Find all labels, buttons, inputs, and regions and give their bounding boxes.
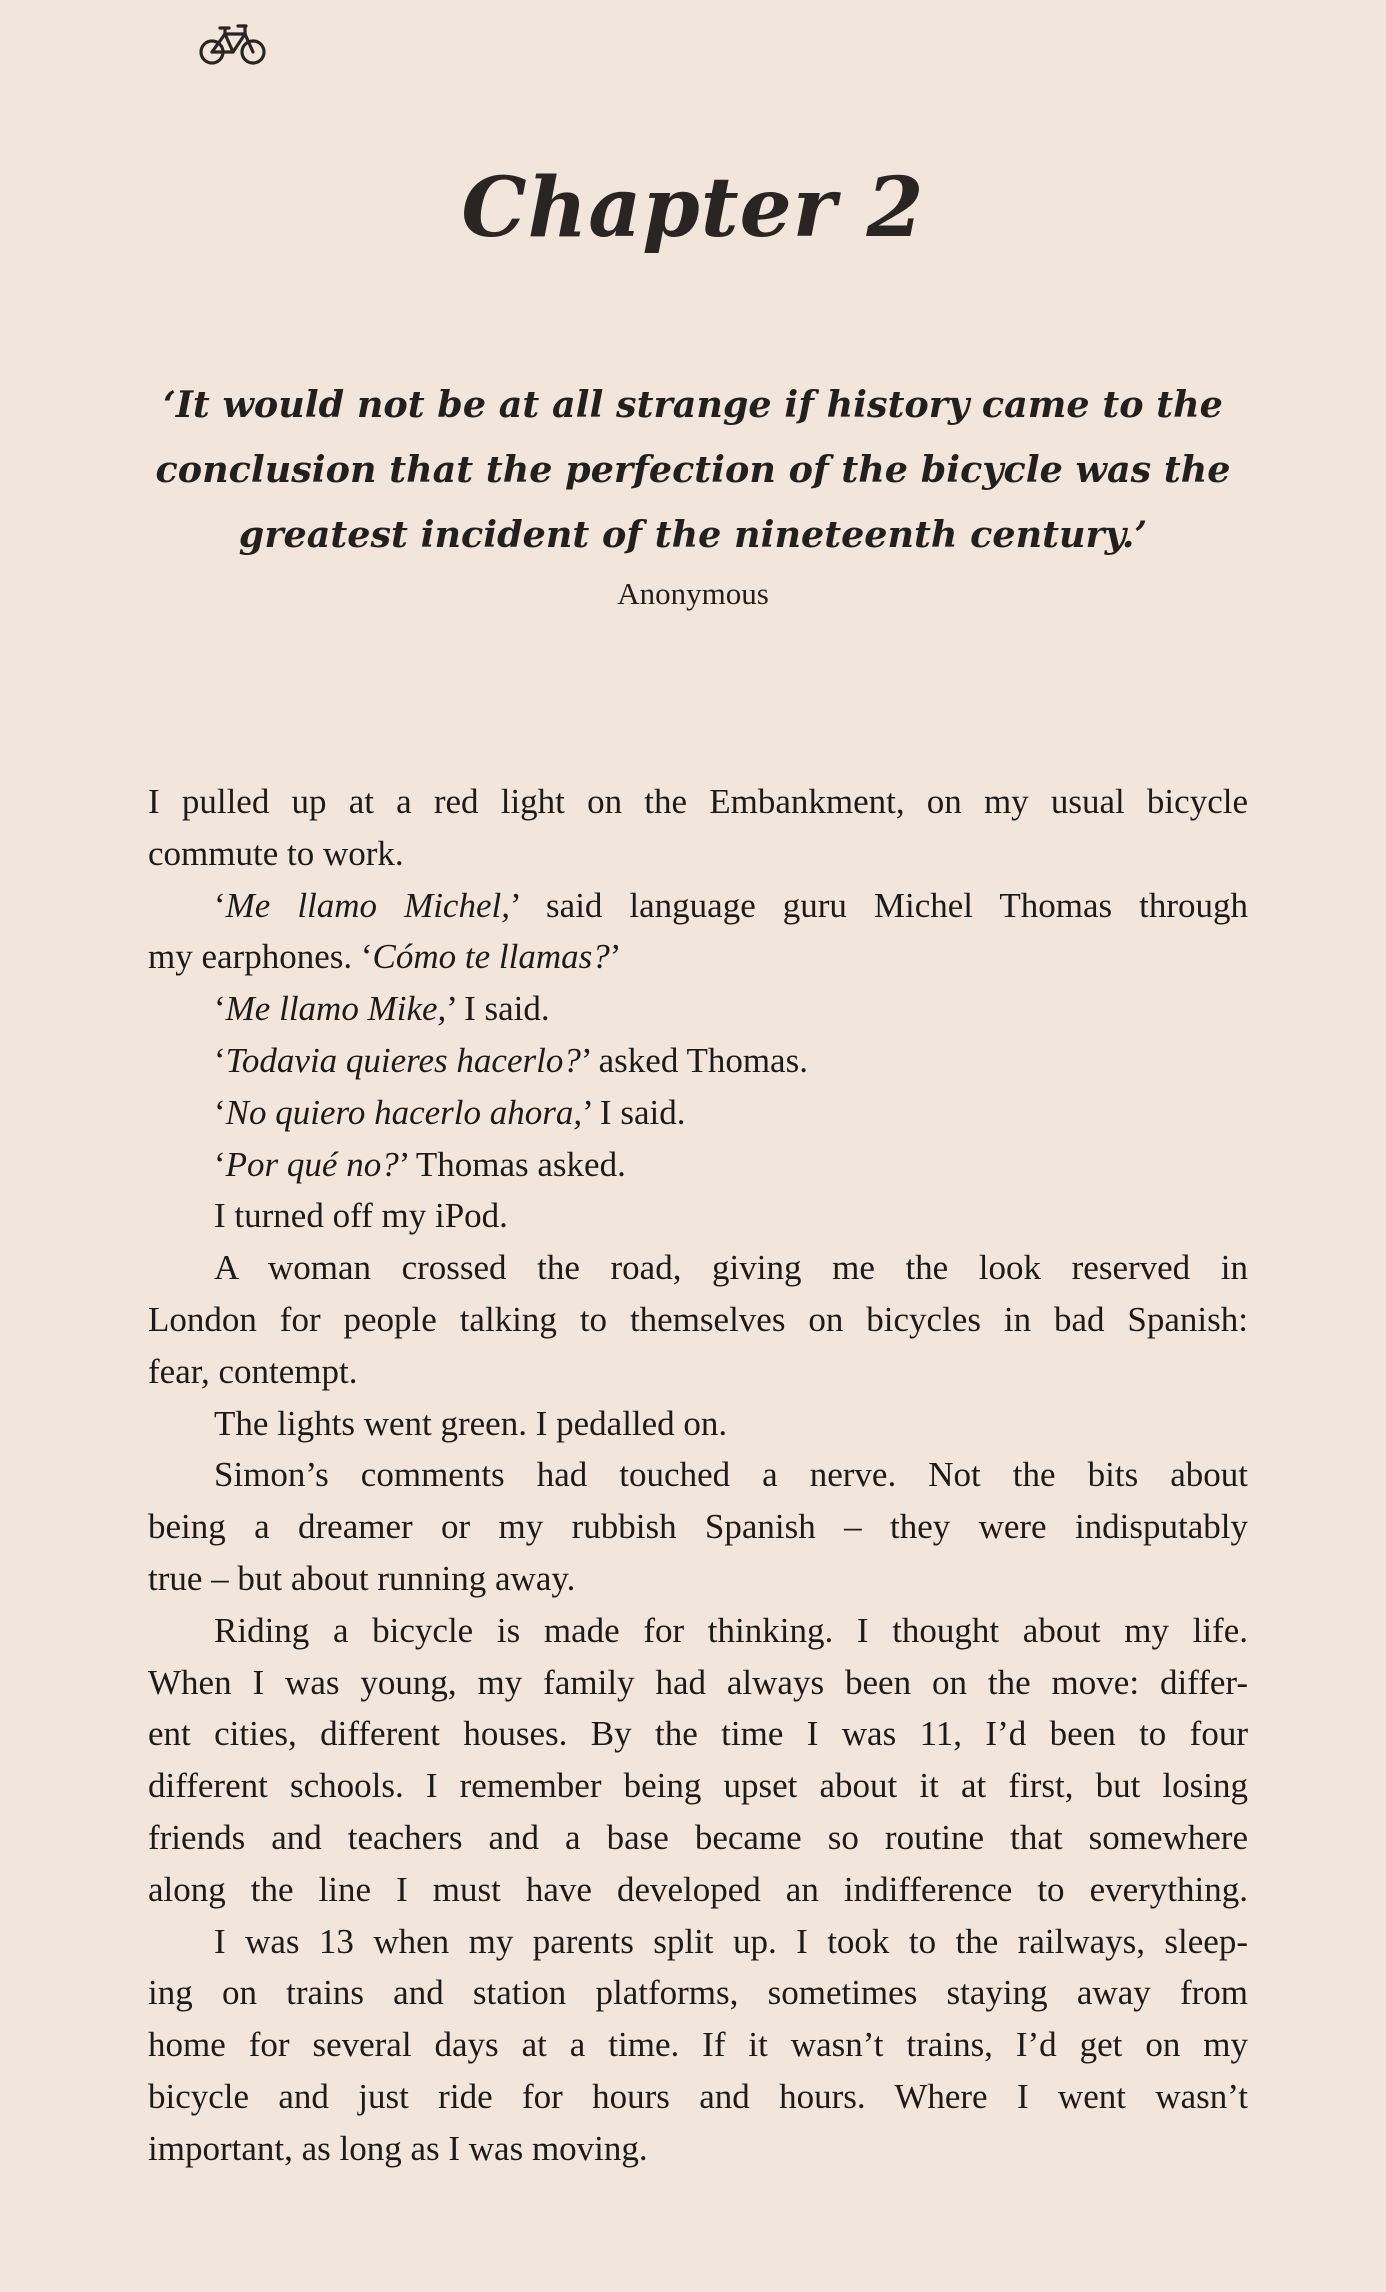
text-segment: important, as long as I was moving.: [148, 2128, 648, 2168]
text-segment: ‘: [214, 1092, 226, 1132]
text-line: [148, 1294, 1248, 1346]
text-line: [148, 1812, 1248, 1864]
text-segment: ‘: [214, 1144, 226, 1184]
text-segment: my earphones. ‘: [148, 937, 373, 977]
text-line: [148, 1605, 1248, 1657]
text-segment: I turned off my iPod.: [214, 1196, 508, 1236]
text-segment: The lights went green. I pedalled on.: [214, 1403, 728, 1443]
text-line: [148, 1708, 1248, 1760]
epigraph-line: conclusion that the perfection of the bicycle was the: [155, 448, 1231, 491]
text-line: [148, 1346, 1248, 1398]
text-segment: fear, contempt.: [148, 1351, 358, 1391]
text-segment: Simon’s comments had touched a nerve. Not the bits about: [214, 1455, 1248, 1495]
spanish-phrase: Todavia quieres hacerlo?: [225, 1040, 581, 1080]
text-segment: ’ Thomas asked.: [398, 1144, 626, 1184]
spanish-phrase: Me llamo Michel,: [225, 885, 510, 925]
text-segment: ’: [609, 937, 622, 977]
text-segment: ’ asked Thomas.: [580, 1040, 808, 1080]
bicycle-icon: [198, 20, 268, 68]
spanish-phrase: Por qué no?: [225, 1144, 399, 1184]
text-line: [148, 776, 1248, 828]
text-segment: ‘: [214, 885, 226, 925]
text-line: [148, 2071, 1248, 2123]
text-line: [148, 1760, 1248, 1812]
text-line: [148, 1657, 1248, 1709]
text-line: [148, 880, 1248, 932]
epigraph-quote: [150, 372, 1236, 567]
text-line: [148, 1449, 1248, 1501]
text-line: [148, 931, 1248, 983]
text-segment: London for people talking to themselves on bicycles in bad Spanish:: [148, 1299, 1248, 1339]
text-line: [148, 1967, 1248, 2019]
text-line: [148, 1916, 1248, 1968]
text-segment: Riding a bicycle is made for thinking. I thought about my life.: [214, 1610, 1248, 1650]
chapter-title: Chapter 2: [461, 160, 925, 256]
text-segment: ’ I said.: [446, 989, 550, 1029]
text-segment: ‘: [214, 989, 226, 1029]
text-segment: ’ said language guru Michel Thomas through: [509, 885, 1248, 925]
text-line: [148, 1501, 1248, 1553]
text-segment: When I was young, my family had always been on the move: differ-: [148, 1662, 1248, 1702]
text-line: [148, 1864, 1248, 1916]
spanish-phrase: No quiero hacerlo ahora,: [225, 1092, 583, 1132]
text-line: [148, 983, 1248, 1035]
spanish-phrase: Cómo te llamas?: [372, 937, 610, 977]
text-segment: I was 13 when my parents split up. I took to the railways, sleep-: [214, 1921, 1248, 1961]
text-line: [148, 1190, 1248, 1242]
text-line: [148, 1553, 1248, 1605]
text-line: [148, 1035, 1248, 1087]
text-line: [148, 828, 1248, 880]
text-segment: true – but about running away.: [148, 1558, 576, 1598]
epigraph-attribution: Anonymous: [617, 576, 769, 611]
text-line: [148, 1398, 1248, 1450]
text-segment: ent cities, different houses. By the time I was 11, I’d been to four: [148, 1714, 1248, 1754]
text-segment: I pulled up at a red light on the Embankment, on my usual bicycle: [148, 782, 1248, 821]
text-segment: ‘: [214, 1040, 226, 1080]
text-segment: bicycle and just ride for hours and hours. Where I went wasn’t: [148, 2076, 1248, 2116]
text-line: [148, 2123, 1248, 2175]
epigraph-line: ‘It would not be at all strange if history came to the: [163, 383, 1223, 426]
text-segment: ing on trains and station platforms, sometimes staying away from: [148, 1973, 1248, 2013]
text-segment: different schools. I remember being upset about it at first, but losing: [148, 1766, 1248, 1806]
text-segment: commute to work.: [148, 833, 404, 873]
text-segment: friends and teachers and a base became so routine that somewhere: [148, 1817, 1248, 1857]
text-line: [148, 1087, 1248, 1139]
text-line: [148, 2019, 1248, 2071]
text-segment: ’ I said.: [582, 1092, 686, 1132]
text-segment: along the line I must have developed an indifference to everything.: [148, 1869, 1248, 1909]
text-segment: home for several days at a time. If it wasn’t trains, I’d get on my: [148, 2025, 1248, 2065]
epigraph-line: greatest incident of the nineteenth century.’: [238, 513, 1148, 556]
text-line: [148, 1242, 1248, 1294]
text-line: [148, 1139, 1248, 1191]
text-segment: A woman crossed the road, giving me the look reserved in: [214, 1248, 1248, 1288]
body-text: [148, 776, 1248, 2175]
spanish-phrase: Me llamo Mike,: [225, 989, 447, 1029]
text-segment: being a dreamer or my rubbish Spanish – they were indisputably: [148, 1507, 1248, 1547]
